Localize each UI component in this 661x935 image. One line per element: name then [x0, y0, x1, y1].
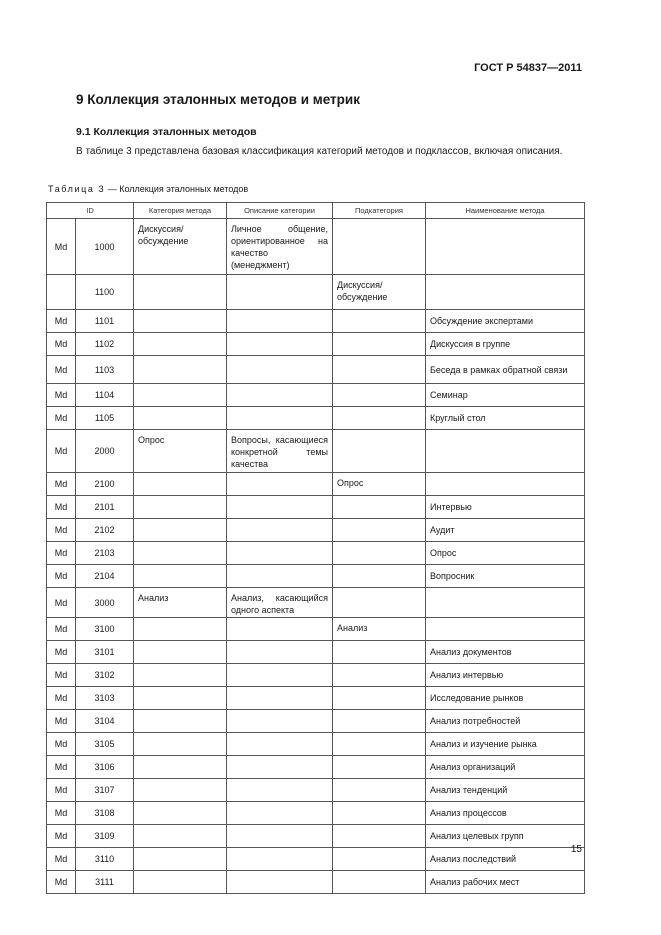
cell-id: 1103: [76, 356, 134, 384]
cell-category: [134, 756, 227, 779]
cell-id: 2104: [76, 565, 134, 588]
cell-subcategory: [333, 756, 426, 779]
cell-method-name: [426, 618, 585, 641]
cell-md: Md: [47, 333, 76, 356]
cell-description: [227, 310, 333, 333]
table-row: [47, 407, 585, 430]
table-row: [47, 871, 585, 894]
cell-method-name: Анализ и изучение рынка: [426, 733, 585, 756]
standard-number: ГОСТ Р 54837—2011: [474, 62, 582, 74]
cell-method-name: Интервью: [426, 496, 585, 519]
cell-subcategory: Опрос: [333, 473, 426, 496]
cell-id: 1100: [76, 275, 134, 310]
cell-subcategory: [333, 733, 426, 756]
cell-method-name: Опрос: [426, 542, 585, 565]
cell-category: Опрос: [134, 430, 227, 473]
table-row: [47, 641, 585, 664]
cell-id: 1101: [76, 310, 134, 333]
cell-md: Md: [47, 664, 76, 687]
cell-description: Личное общение, ориентированное на качество (менеджмент): [227, 219, 333, 275]
cell-md: Md: [47, 825, 76, 848]
cell-category: Анализ: [134, 588, 227, 618]
cell-category: [134, 848, 227, 871]
table-row: [47, 275, 585, 310]
cell-category: [134, 310, 227, 333]
cell-category: [134, 542, 227, 565]
cell-method-name: Анализ рабочих мест: [426, 871, 585, 894]
subsection-title: 9.1 Коллекция эталонных методов: [76, 126, 257, 138]
cell-method-name: [426, 588, 585, 618]
cell-method-name: Анализ последствий: [426, 848, 585, 871]
cell-method-name: Беседа в рамках обратной связи: [426, 356, 585, 384]
cell-description: [227, 519, 333, 542]
cell-description: [227, 333, 333, 356]
cell-md: Md: [47, 407, 76, 430]
cell-description: [227, 473, 333, 496]
table-row: [47, 356, 585, 384]
cell-subcategory: [333, 496, 426, 519]
table-row: [47, 565, 585, 588]
cell-id: 1000: [76, 219, 134, 275]
cell-id: 3104: [76, 710, 134, 733]
table-caption: [48, 184, 248, 194]
cell-subcategory: [333, 779, 426, 802]
table-row: [47, 496, 585, 519]
table-row: [47, 687, 585, 710]
cell-subcategory: [333, 430, 426, 473]
cell-description: [227, 542, 333, 565]
cell-method-name: Аудит: [426, 519, 585, 542]
cell-id: 2102: [76, 519, 134, 542]
cell-method-name: [426, 219, 585, 275]
cell-md: Md: [47, 618, 76, 641]
table-caption-label: Таблица 3: [48, 184, 106, 194]
cell-md: Md: [47, 756, 76, 779]
table-row: [47, 384, 585, 407]
cell-description: [227, 779, 333, 802]
cell-description: [227, 496, 333, 519]
cell-subcategory: [333, 356, 426, 384]
cell-description: [227, 802, 333, 825]
cell-id: 3103: [76, 687, 134, 710]
cell-md: Md: [47, 871, 76, 894]
table-row: [47, 430, 585, 473]
cell-subcategory: [333, 310, 426, 333]
cell-subcategory: [333, 384, 426, 407]
cell-method-name: Семинар: [426, 384, 585, 407]
cell-md: Md: [47, 802, 76, 825]
cell-subcategory: [333, 710, 426, 733]
intro-paragraph: В таблице 3 представлена базовая классификация категорий методов и подклассов, включая описания.: [76, 146, 563, 157]
cell-category: [134, 565, 227, 588]
cell-md: Md: [47, 310, 76, 333]
cell-description: [227, 687, 333, 710]
table-row: [47, 542, 585, 565]
cell-description: [227, 384, 333, 407]
table-caption-text: — Коллекция эталонных методов: [105, 184, 249, 194]
cell-md: Md: [47, 848, 76, 871]
table-row: [47, 310, 585, 333]
cell-category: [134, 384, 227, 407]
table-row: [47, 588, 585, 618]
cell-md: Md: [47, 430, 76, 473]
cell-description: [227, 275, 333, 310]
cell-description: [227, 848, 333, 871]
table-header-row: [47, 203, 585, 219]
table-row: [47, 710, 585, 733]
cell-md: Md: [47, 356, 76, 384]
cell-category: [134, 871, 227, 894]
header-subcategory: Подкатегория: [333, 203, 426, 219]
cell-category: [134, 664, 227, 687]
cell-category: [134, 407, 227, 430]
cell-subcategory: [333, 519, 426, 542]
cell-category: Дискуссия/ обсуждение: [134, 219, 227, 275]
cell-md: Md: [47, 710, 76, 733]
table-row: [47, 825, 585, 848]
cell-subcategory: [333, 407, 426, 430]
cell-category: [134, 733, 227, 756]
cell-category: [134, 779, 227, 802]
cell-category: [134, 687, 227, 710]
cell-method-name: Анализ интервью: [426, 664, 585, 687]
header-method-name: Наименование метода: [426, 203, 585, 219]
cell-category: [134, 519, 227, 542]
cell-description: [227, 733, 333, 756]
cell-description: [227, 664, 333, 687]
methods-table: [46, 202, 585, 894]
cell-id: 3107: [76, 779, 134, 802]
table-row: [47, 664, 585, 687]
cell-id: 2100: [76, 473, 134, 496]
cell-category: [134, 333, 227, 356]
cell-category: [134, 496, 227, 519]
cell-md: Md: [47, 496, 76, 519]
cell-subcategory: [333, 825, 426, 848]
cell-category: [134, 825, 227, 848]
cell-method-name: Исследование рынков: [426, 687, 585, 710]
cell-md: Md: [47, 733, 76, 756]
cell-description: [227, 356, 333, 384]
table-row: [47, 779, 585, 802]
cell-description: [227, 618, 333, 641]
cell-id: 3111: [76, 871, 134, 894]
cell-method-name: Анализ потребностей: [426, 710, 585, 733]
cell-method-name: Вопросник: [426, 565, 585, 588]
table-row: [47, 733, 585, 756]
cell-description: [227, 407, 333, 430]
cell-method-name: [426, 275, 585, 310]
cell-id: 1104: [76, 384, 134, 407]
cell-description: [227, 825, 333, 848]
cell-id: 3102: [76, 664, 134, 687]
section-title: 9 Коллекция эталонных методов и метрик: [76, 92, 360, 107]
cell-id: 1105: [76, 407, 134, 430]
table-row: [47, 519, 585, 542]
cell-method-name: Анализ целевых групп: [426, 825, 585, 848]
cell-method-name: Анализ документов: [426, 641, 585, 664]
cell-md: Md: [47, 542, 76, 565]
cell-category: [134, 473, 227, 496]
cell-category: [134, 275, 227, 310]
cell-method-name: [426, 430, 585, 473]
cell-subcategory: [333, 333, 426, 356]
cell-id: 3000: [76, 588, 134, 618]
cell-subcategory: [333, 687, 426, 710]
cell-subcategory: [333, 664, 426, 687]
cell-method-name: Обсуждение экспертами: [426, 310, 585, 333]
cell-description: Вопросы, касающиеся конкретной темы качества: [227, 430, 333, 473]
header-description: Описание категории: [227, 203, 333, 219]
cell-subcategory: [333, 565, 426, 588]
cell-description: [227, 565, 333, 588]
table-body: [47, 219, 585, 894]
cell-md: Md: [47, 779, 76, 802]
table-row: [47, 473, 585, 496]
table-row: [47, 756, 585, 779]
cell-subcategory: Анализ: [333, 618, 426, 641]
cell-description: [227, 641, 333, 664]
cell-md: [47, 275, 76, 310]
table-row: [47, 848, 585, 871]
cell-id: 2000: [76, 430, 134, 473]
table-row: [47, 219, 585, 275]
header-category: Категория метода: [134, 203, 227, 219]
cell-md: Md: [47, 519, 76, 542]
cell-md: Md: [47, 473, 76, 496]
cell-subcategory: [333, 588, 426, 618]
cell-subcategory: [333, 871, 426, 894]
cell-subcategory: [333, 802, 426, 825]
cell-method-name: Круглый стол: [426, 407, 585, 430]
table-row: [47, 618, 585, 641]
cell-description: [227, 710, 333, 733]
cell-md: Md: [47, 219, 76, 275]
header-id: ID: [47, 203, 134, 219]
cell-method-name: Анализ процессов: [426, 802, 585, 825]
cell-id: 3108: [76, 802, 134, 825]
cell-md: Md: [47, 565, 76, 588]
cell-md: Md: [47, 687, 76, 710]
cell-id: 1102: [76, 333, 134, 356]
table-row: [47, 802, 585, 825]
cell-md: Md: [47, 641, 76, 664]
cell-category: [134, 641, 227, 664]
cell-id: 3109: [76, 825, 134, 848]
cell-id: 3110: [76, 848, 134, 871]
cell-id: 3105: [76, 733, 134, 756]
cell-category: [134, 356, 227, 384]
cell-id: 2101: [76, 496, 134, 519]
cell-category: [134, 802, 227, 825]
cell-description: [227, 756, 333, 779]
cell-id: 3106: [76, 756, 134, 779]
cell-description: [227, 871, 333, 894]
cell-category: [134, 710, 227, 733]
cell-subcategory: [333, 848, 426, 871]
cell-description: Анализ, касающийся одного аспекта: [227, 588, 333, 618]
cell-method-name: Дискуссия в группе: [426, 333, 585, 356]
cell-subcategory: [333, 219, 426, 275]
cell-id: 3100: [76, 618, 134, 641]
cell-method-name: Анализ тенденций: [426, 779, 585, 802]
cell-md: Md: [47, 384, 76, 407]
cell-subcategory: [333, 542, 426, 565]
cell-subcategory: [333, 641, 426, 664]
cell-method-name: Анализ организаций: [426, 756, 585, 779]
table-row: [47, 333, 585, 356]
cell-subcategory: Дискуссия/ обсуждение: [333, 275, 426, 310]
cell-method-name: [426, 473, 585, 496]
cell-category: [134, 618, 227, 641]
cell-md: Md: [47, 588, 76, 618]
cell-id: 3101: [76, 641, 134, 664]
cell-id: 2103: [76, 542, 134, 565]
page-number: 15: [570, 844, 582, 855]
